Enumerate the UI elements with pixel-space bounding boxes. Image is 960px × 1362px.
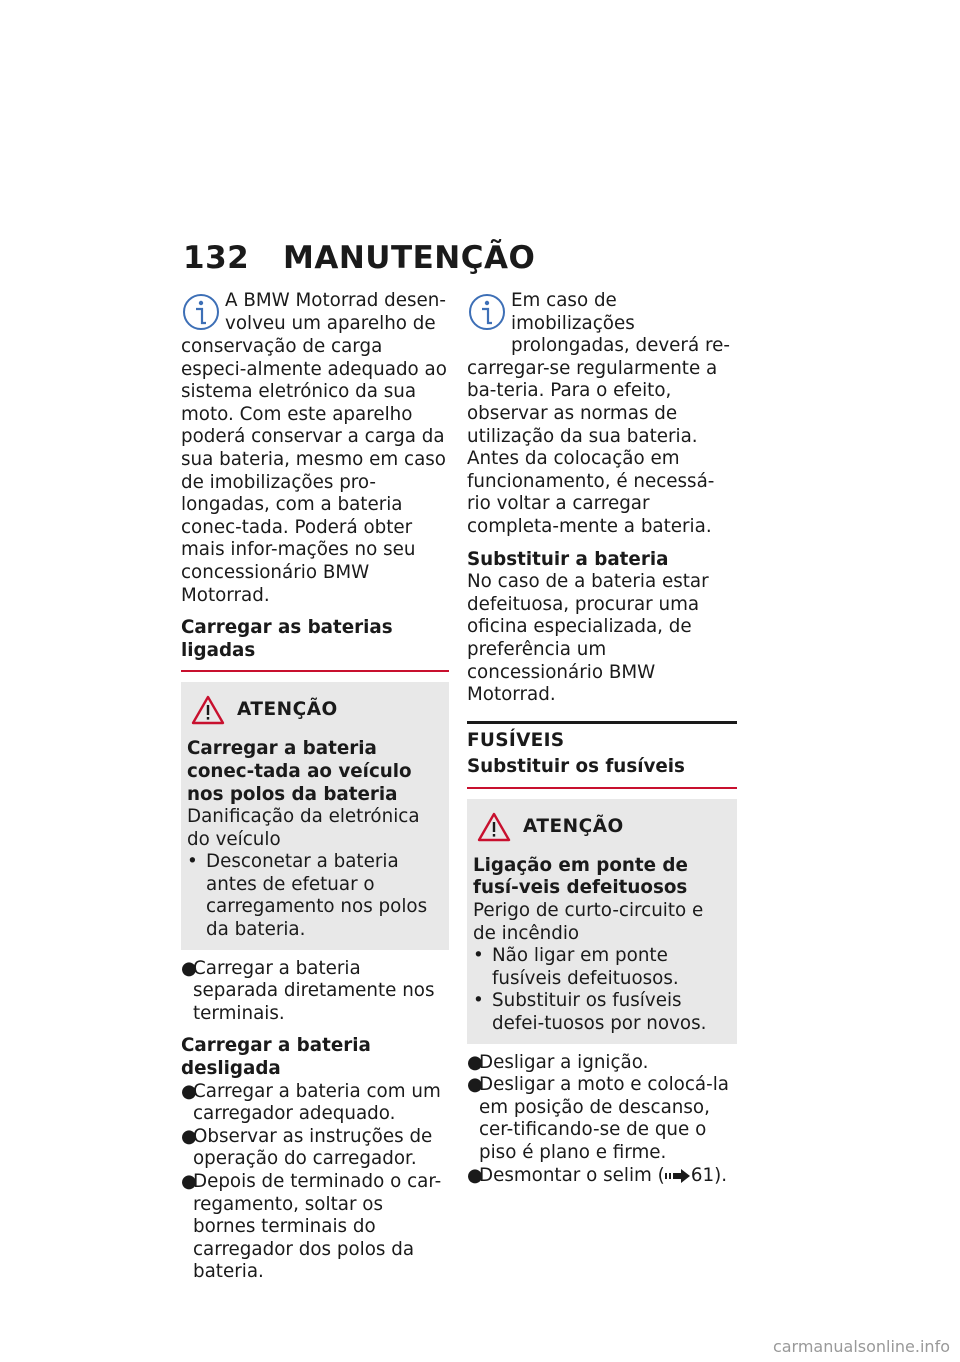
warning-icon xyxy=(477,811,511,843)
intro-line-2: prolongadas, deverá re- xyxy=(511,335,730,357)
heading-replace-fuses: Substituir os fusíveis xyxy=(467,756,737,789)
right-column xyxy=(467,290,737,1187)
warning-label: ATENÇÃO xyxy=(237,699,338,721)
intro-line-2: volveu um aparelho de xyxy=(225,312,436,334)
heading-charge-disconnected: Carregar a bateria desligada xyxy=(181,1035,371,1080)
list-item: ● Desmontar o selim ( 61). xyxy=(467,1164,728,1186)
warning-box xyxy=(181,682,449,949)
intro-text: carregar-se regularmente a ba-teria. Para o efeito, observar as normas de utilização da sua bateria. Antes da colocação em funcionamento, é necessá-rio voltar a carregar completa-mente a bateria. xyxy=(467,357,718,537)
info-icon xyxy=(467,292,507,336)
warning-head xyxy=(473,807,731,847)
list-item: • Não ligar em ponte fusíveis defeituosos. xyxy=(473,945,679,989)
list-item: • Desconetar a bateria antes de efetuar o carregamento nos polos da bateria. xyxy=(187,851,428,941)
list-charge-disconnected xyxy=(181,1081,449,1284)
warning-title: Carregar a bateria conec-tada ao veículo nos polos da bateria xyxy=(187,738,412,805)
warning-list xyxy=(187,851,443,941)
warning-label: ATENÇÃO xyxy=(523,815,624,837)
warning-consequence: Danificação da eletrónica do veículo xyxy=(187,806,420,850)
warning-icon xyxy=(191,694,225,726)
warning-box xyxy=(467,799,737,1044)
list-item: ● Carregar a bateria com um carregador adequado. xyxy=(181,1080,441,1125)
list-charge-connected xyxy=(181,958,449,1026)
section-title: FUSÍVEIS xyxy=(467,729,565,751)
warning-list xyxy=(473,945,731,1035)
info-icon xyxy=(181,292,221,336)
intro-line-1: A BMW Motorrad desen- xyxy=(225,290,446,311)
info-paragraph xyxy=(467,290,737,539)
heading-replace-battery: Substituir a bateria xyxy=(467,548,669,570)
heading-charge-connected: Carregar as baterias ligadas xyxy=(181,617,449,672)
info-paragraph xyxy=(181,290,449,607)
warning-consequence: Perigo de curto-circuito e de incêndio xyxy=(473,900,704,944)
list-item: ● Observar as instruções de operação do carregador. xyxy=(181,1125,433,1170)
list-item: ● Depois de terminado o car-regamento, soltar os bornes terminais do carregador dos polos da bateria. xyxy=(181,1171,442,1283)
watermark: carmanualsonline.info xyxy=(772,1337,950,1356)
page-number: 132 xyxy=(183,240,250,276)
warning-title: Ligação em ponte de fusí-veis defeituosos xyxy=(473,854,688,899)
left-column xyxy=(181,290,449,1284)
list-item: ● Carregar a bateria separada diretamente nos terminais. xyxy=(181,957,435,1024)
list-item: • Substituir os fusíveis defei-tuosos por novos. xyxy=(473,990,707,1035)
page-reference[interactable]: 61 xyxy=(690,1164,715,1186)
intro-line-1: Em caso de imobilizações xyxy=(511,290,635,334)
list-fuses xyxy=(467,1052,737,1188)
warning-head xyxy=(187,690,443,730)
list-item: ● Desligar a moto e colocá-la em posição de descanso, cer-tificando-se de que o piso é plano e firme. xyxy=(467,1074,730,1163)
page-title: MANUTENÇÃO xyxy=(283,240,536,276)
intro-text: conservação de carga especi-almente adequado ao sistema eletrónico da sua moto. Com este aparelho poderá conservar a carga da sua bateria, mesmo em caso de imobilizações pro-longadas, com a bateria conec-tada. Poderá obter mais infor-mações no seu concessionário BMW Motorrad. xyxy=(181,336,447,606)
list-item: ● Desligar a ignição. xyxy=(467,1051,649,1073)
arrow-ref-icon xyxy=(665,1169,691,1183)
section-fuses xyxy=(467,721,737,753)
replace-battery-text: No caso de a bateria estar defeituosa, procurar uma oficina especializada, de preferência um concessionário BMW Motorrad. xyxy=(467,571,709,706)
